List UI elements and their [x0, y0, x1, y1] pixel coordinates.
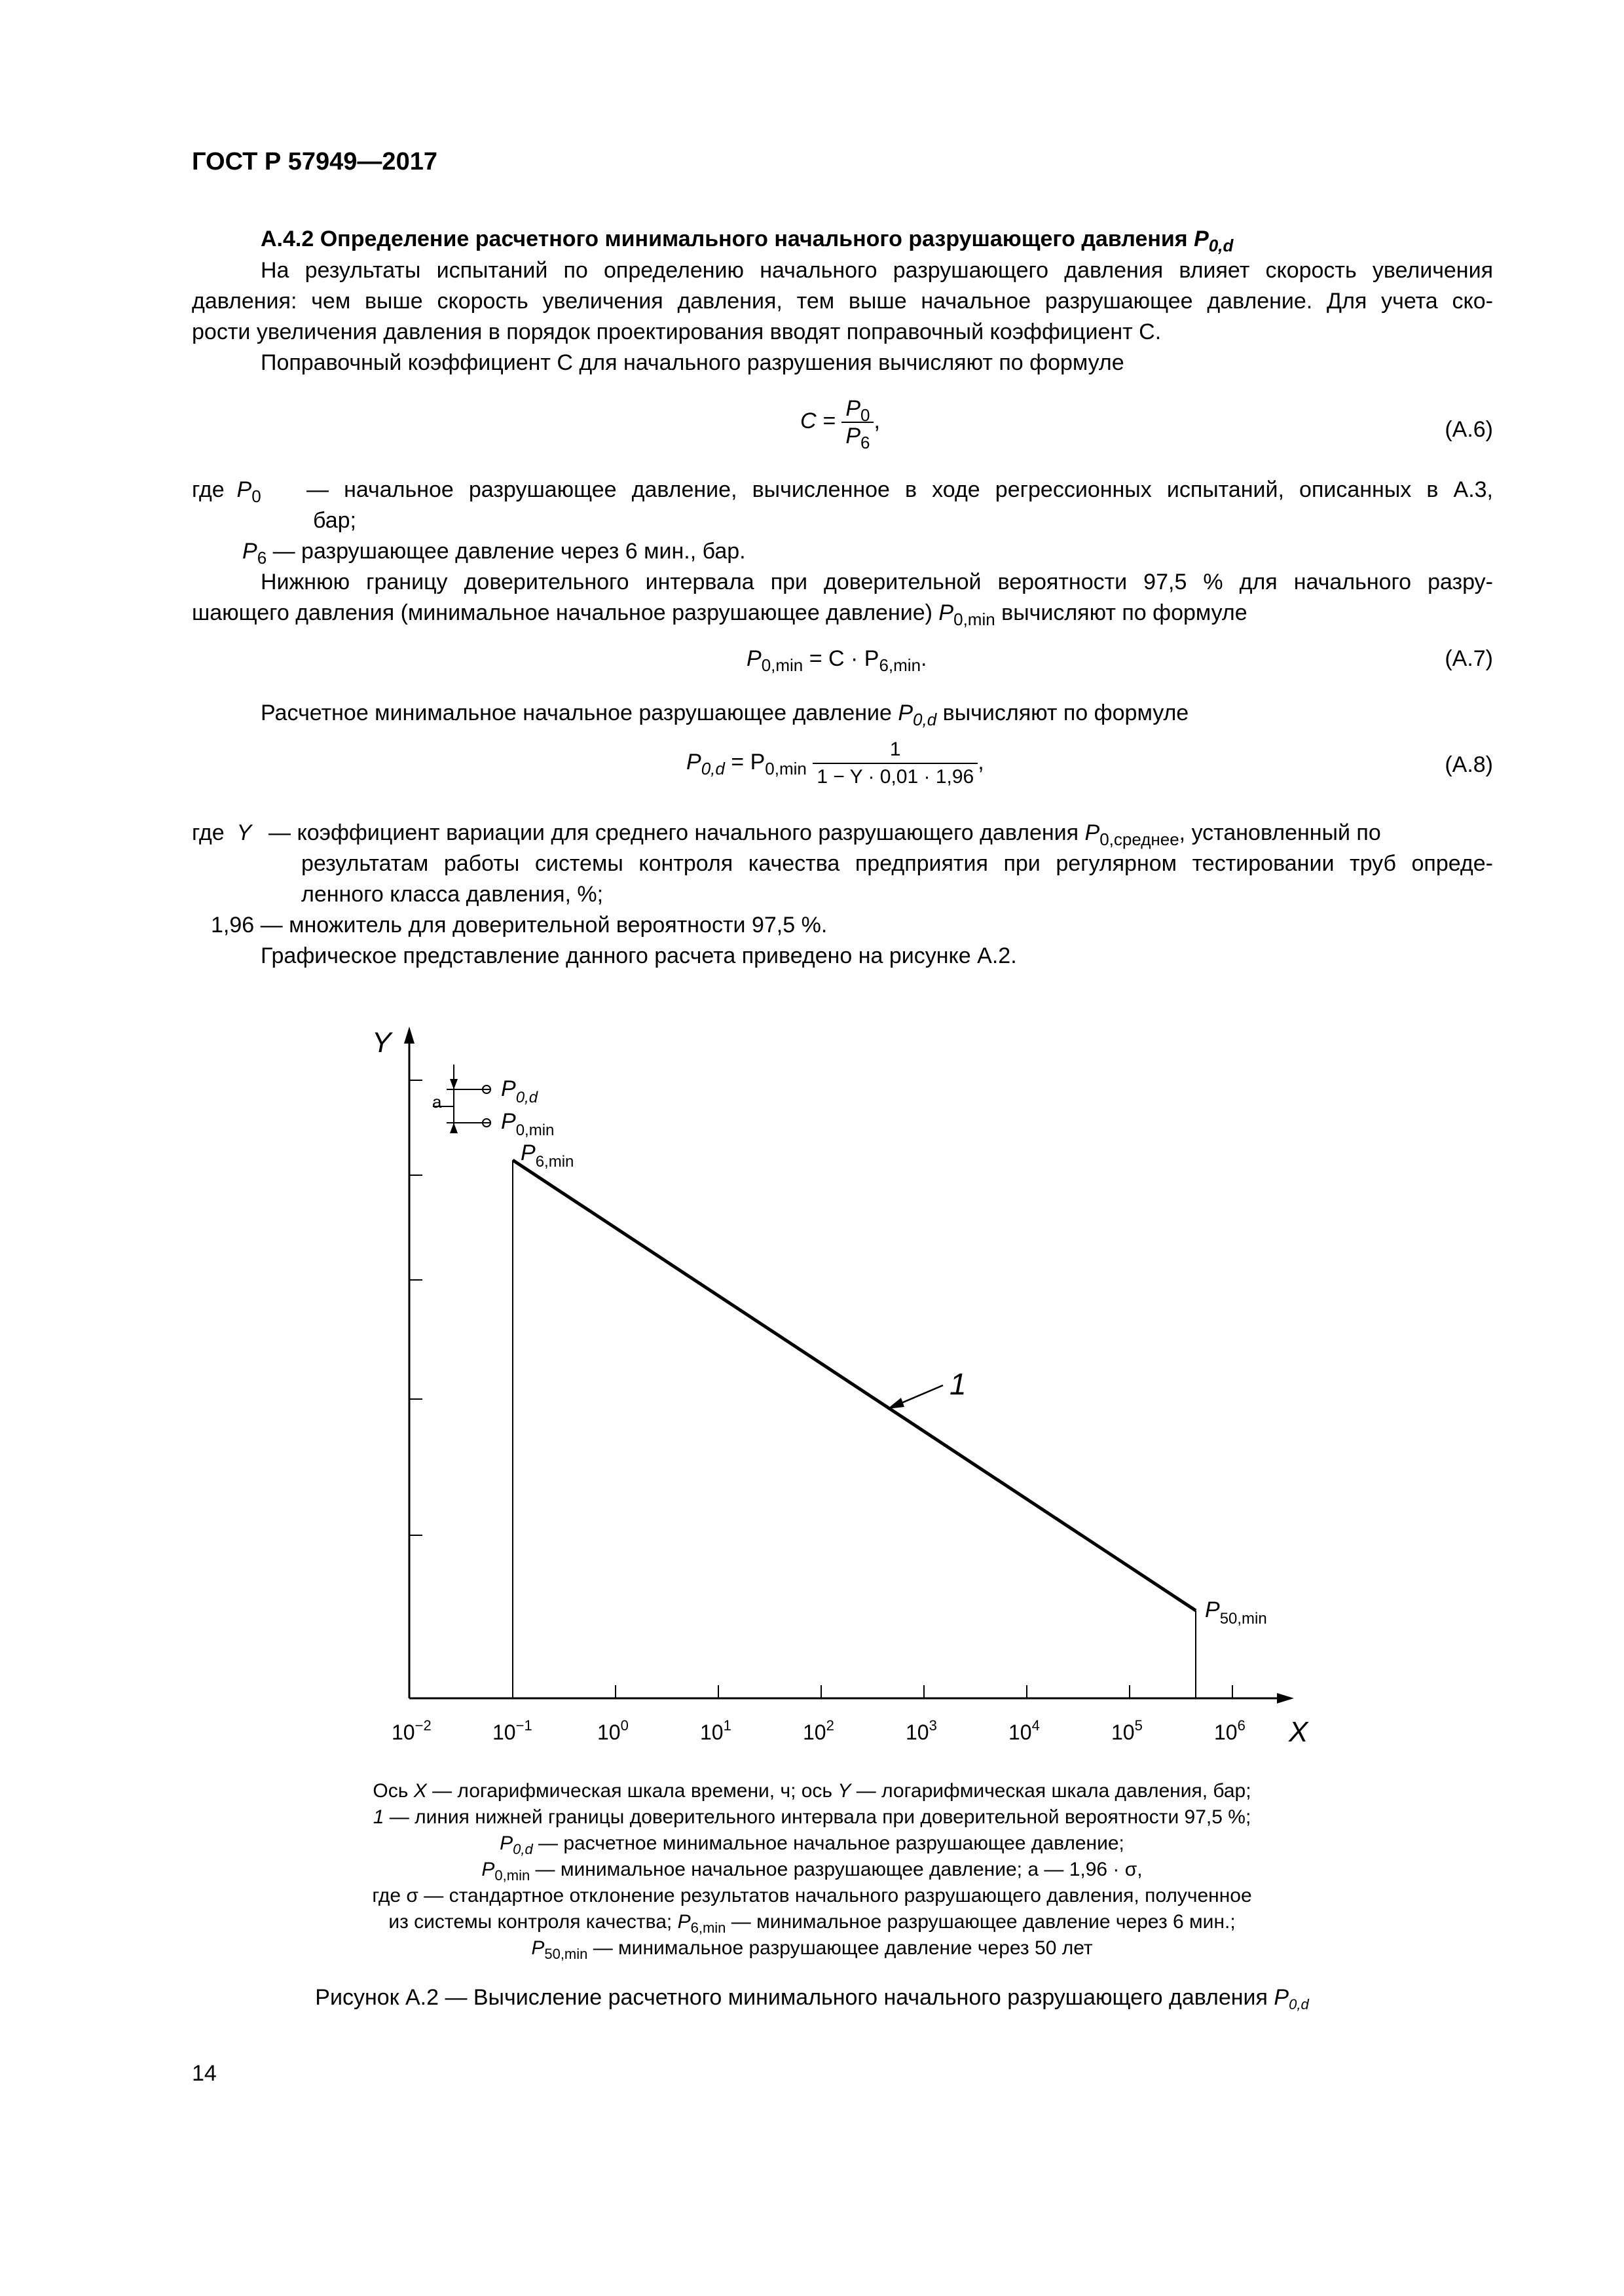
- caption-line: 1 — линия нижней границы доверительного интервала при доверительной вероятности 97,5 %;: [373, 1806, 1251, 1828]
- paragraph-line: Графическое представление данного расчета приведено на рисунке А.2.: [261, 943, 1017, 968]
- caption-line: $P_{50,min}$ — минимальное разрушающее давление через 50 лет: [531, 1937, 1093, 1962]
- caption-line: где σ — стандартное отклонение результатов начального разрушающего давления, полученное: [372, 1885, 1252, 1906]
- where-item: $P_6$ — разрушающее давление через 6 мин., бар.: [242, 539, 746, 568]
- equation-a6: C = $\frac{P_0}{P_6}$ ,: [800, 396, 880, 452]
- x-tick-label: $10^4$: [1008, 1717, 1040, 1744]
- caption-line: $P_{0,min}$ — минимальное начальное разрушающее давление; а — 1,96 · σ,: [481, 1859, 1143, 1884]
- equation-number: (А.6): [1445, 417, 1493, 442]
- x-tick-label: $10^{-1}$: [492, 1717, 532, 1744]
- x-tick-label: $10^6$: [1214, 1717, 1246, 1744]
- x-tick-labels: [392, 1717, 1246, 1744]
- where-item-cont: результатам работы системы контроля качества предприятия при регулярном тестировании труб опреде-: [301, 851, 1493, 876]
- paragraph-line: Поправочный коэффициент C для начального разрушения вычисляют по формуле: [261, 350, 1124, 375]
- dimension-arrow: [450, 1123, 458, 1133]
- caption-line: из системы контроля качества; $P_{6,min}$ — минимальное разрушающее давление через 6 мин.;: [388, 1911, 1236, 1936]
- label-p0min: $P_{0,min}$: [501, 1109, 555, 1139]
- where-item-cont: ленного класса давления, %;: [301, 882, 604, 907]
- x-tick-label: $10^1$: [700, 1717, 731, 1744]
- paragraph-line: Нижнюю границу доверительного интервала при доверительной вероятности 97,5 % для начального разру-: [261, 570, 1493, 594]
- x-tick-label: $10^3$: [906, 1717, 937, 1744]
- caption-line: $P_{0,d}$ — расчетное минимальное начальное разрушающее давление;: [500, 1832, 1124, 1857]
- where-item: где $P_0$ — начальное разрушающее давление, вычисленное в ходе регрессионных испытаний, описанных в А.3,: [192, 477, 1493, 506]
- x-tick-label: $10^0$: [597, 1717, 629, 1744]
- equation-number: (А.8): [1445, 752, 1493, 777]
- where-item: 1,96 — множитель для доверительной вероятности 97,5 %.: [211, 913, 828, 938]
- line-label: 1: [950, 1367, 967, 1401]
- document-header: ГОСТ Р 57949—2017: [192, 148, 437, 175]
- dimension-arrow: [450, 1079, 458, 1089]
- equation-a8: $P_{0,d} = P_{0,min}$ $\frac{1}{1 - Y \cdot 0,01 \cdot 1,96}$ ,: [686, 737, 984, 790]
- leader-arrow: [887, 1398, 904, 1409]
- lower-bound-line: [513, 1160, 1196, 1611]
- x-tick-label: $10^{-2}$: [392, 1717, 432, 1744]
- x-tick-label: $10^2$: [803, 1717, 834, 1744]
- label-p6min: $P_{6,min}$: [521, 1140, 574, 1171]
- y-axis-arrow: [404, 1027, 415, 1044]
- label-p0d: $P_{0,d}$: [501, 1076, 538, 1106]
- paragraph-line: шающего давления (минимальное начальное разрушающее давление) $P_{0,min}$ вычисляют по формуле: [192, 600, 1247, 629]
- label-p50min: $P_{50,min}$: [1205, 1597, 1267, 1628]
- equation-a7: $P_{0,min} = C \cdot P_{6,min}$.: [747, 646, 927, 675]
- equation-number: (А.7): [1445, 646, 1493, 671]
- x-axis-label: X: [1289, 1716, 1308, 1748]
- where-item: где Y — коэффициент вариации для среднего начального разрушающего давления $P_{0,среднее}$, установленный по: [192, 820, 1381, 849]
- y-axis-label: Y: [372, 1027, 392, 1059]
- x-ticks: [513, 1685, 1232, 1698]
- dimension-label-a: a: [432, 1092, 442, 1112]
- where-item-cont: бар;: [313, 508, 356, 533]
- y-ticks: [409, 1080, 422, 1535]
- paragraph-line: Расчетное минимальное начальное разрушающее давление $P_{0,d}$ вычисляют по формуле: [261, 701, 1189, 729]
- section-title: А.4.2 Определение расчетного минимального начального разрушающего давления $P_{0,d}$: [261, 227, 1234, 255]
- caption-line: Ось X — логарифмическая шкала времени, ч; ось Y — логарифмическая шкала давления, бар;: [373, 1780, 1251, 1802]
- paragraph-line: На результаты испытаний по определению начального разрушающего давления влияет скорость увеличения: [261, 258, 1493, 283]
- paragraph-line: давления: чем выше скорость увеличения давления, тем выше начальное разрушающее давление. Для учета ско-: [192, 289, 1493, 314]
- figure-title: Рисунок А.2 — Вычисление расчетного минимального начального разрушающего давления $P_{0,d}$: [315, 1985, 1309, 2013]
- x-axis-arrow: [1277, 1693, 1294, 1704]
- paragraph-line: рости увеличения давления в порядок проектирования вводят поправочный коэффициент C.: [192, 319, 1162, 344]
- page-number: 14: [192, 2061, 217, 2086]
- x-tick-label: $10^5$: [1111, 1717, 1143, 1744]
